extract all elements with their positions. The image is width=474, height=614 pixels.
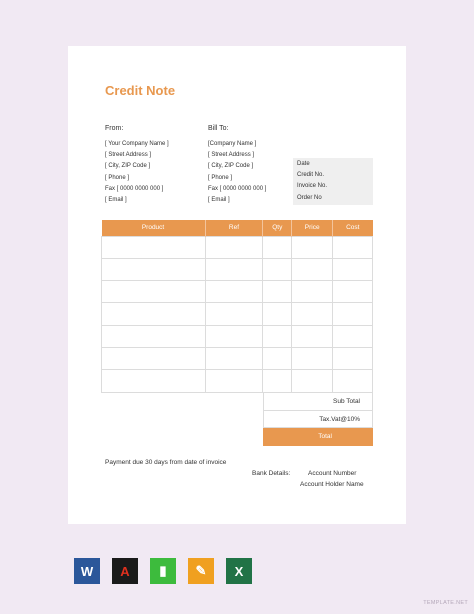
table-cell[interactable] (102, 347, 206, 369)
total-label: Total (263, 428, 373, 446)
table-cell[interactable] (333, 370, 373, 392)
table-cell[interactable] (263, 347, 292, 369)
app-format-icons (74, 558, 252, 584)
col-cost: Cost (333, 220, 373, 236)
pdf-icon[interactable]: A (112, 558, 138, 584)
table-cell[interactable] (292, 347, 333, 369)
table-row (102, 303, 373, 325)
table-cell[interactable] (292, 325, 333, 347)
table-cell[interactable] (263, 258, 292, 280)
word-icon[interactable]: W (74, 558, 100, 584)
sub-total-label: Sub Total (263, 393, 373, 411)
table-row (102, 370, 373, 392)
table-cell[interactable] (292, 281, 333, 303)
table-cell[interactable] (292, 258, 333, 280)
bill-to-email: [ Email ] (208, 196, 230, 203)
bill-to-fax: Fax [ 0000 0000 000 ] (208, 185, 267, 192)
pages-icon[interactable]: ✎ (188, 558, 214, 584)
table-cell[interactable] (102, 325, 206, 347)
table-cell[interactable] (333, 281, 373, 303)
col-product: Product (102, 220, 206, 236)
account-holder-label: Account Holder Name (300, 481, 364, 488)
table-row (102, 325, 373, 347)
table-cell[interactable] (333, 258, 373, 280)
table-cell[interactable] (263, 370, 292, 392)
watermark: TEMPLATE.NET (423, 600, 468, 606)
table-row (102, 281, 373, 303)
table-cell[interactable] (102, 281, 206, 303)
document-title: Credit Note (105, 83, 176, 98)
table-cell[interactable] (205, 303, 263, 325)
col-price: Price (292, 220, 333, 236)
table-cell[interactable] (102, 258, 206, 280)
totals-block (263, 393, 373, 446)
col-ref: Ref (205, 220, 263, 236)
line-items-table (101, 220, 373, 393)
bill-to-heading: Bill To: (208, 125, 229, 132)
from-fax: Fax [ 0000 0000 000 ] (105, 185, 164, 192)
bank-details-label: Bank Details: (252, 470, 291, 477)
meta-order-no: Order No (297, 194, 322, 201)
table-cell[interactable] (205, 347, 263, 369)
from-street: [ Street Address ] (105, 152, 152, 159)
meta-credit-no: Credit No. (297, 172, 325, 179)
meta-invoice-no: Invoice No. (297, 183, 328, 190)
table-cell[interactable] (333, 347, 373, 369)
table-cell[interactable] (205, 281, 263, 303)
table-cell[interactable] (263, 281, 292, 303)
table-cell[interactable] (205, 370, 263, 392)
table-cell[interactable] (333, 325, 373, 347)
table-cell[interactable] (102, 370, 206, 392)
numbers-icon[interactable]: ▮ (150, 558, 176, 584)
col-qty: Qty (263, 220, 292, 236)
table-row (102, 236, 373, 258)
from-city: [ City, ZIP Code ] (105, 163, 151, 170)
table-cell[interactable] (263, 236, 292, 258)
table-cell[interactable] (292, 370, 333, 392)
table-cell[interactable] (263, 303, 292, 325)
bill-to-phone: [ Phone ] (208, 174, 233, 181)
from-email: [ Email ] (105, 196, 127, 203)
table-cell[interactable] (102, 303, 206, 325)
document-page (68, 46, 406, 524)
account-number-label: Account Number (308, 470, 357, 477)
from-heading: From: (105, 125, 124, 132)
meta-date: Date (297, 161, 310, 167)
table-cell[interactable] (102, 236, 206, 258)
tax-label: Tax.Vat@10% (263, 411, 373, 429)
bill-to-street: [ Street Address ] (208, 152, 255, 159)
excel-icon[interactable]: X (226, 558, 252, 584)
table-cell[interactable] (333, 236, 373, 258)
payment-note: Payment due 30 days from date of invoice (105, 459, 227, 466)
from-block (105, 125, 169, 206)
from-phone: [ Phone ] (105, 174, 130, 181)
from-company: [ Your Company Name ] (105, 141, 169, 147)
table-cell[interactable] (333, 303, 373, 325)
bill-to-city: [ City, ZIP Code ] (208, 163, 254, 170)
table-cell[interactable] (292, 236, 333, 258)
table-cell[interactable] (205, 325, 263, 347)
table-row (102, 258, 373, 280)
table-cell[interactable] (205, 236, 263, 258)
table-cell[interactable] (263, 325, 292, 347)
table-header-row (102, 220, 373, 236)
bill-to-company: [Company Name ] (208, 141, 257, 147)
bill-to-block (208, 125, 266, 206)
table-cell[interactable] (292, 303, 333, 325)
table-cell[interactable] (205, 258, 263, 280)
invoice-meta-box (293, 158, 373, 205)
table-row (102, 347, 373, 369)
